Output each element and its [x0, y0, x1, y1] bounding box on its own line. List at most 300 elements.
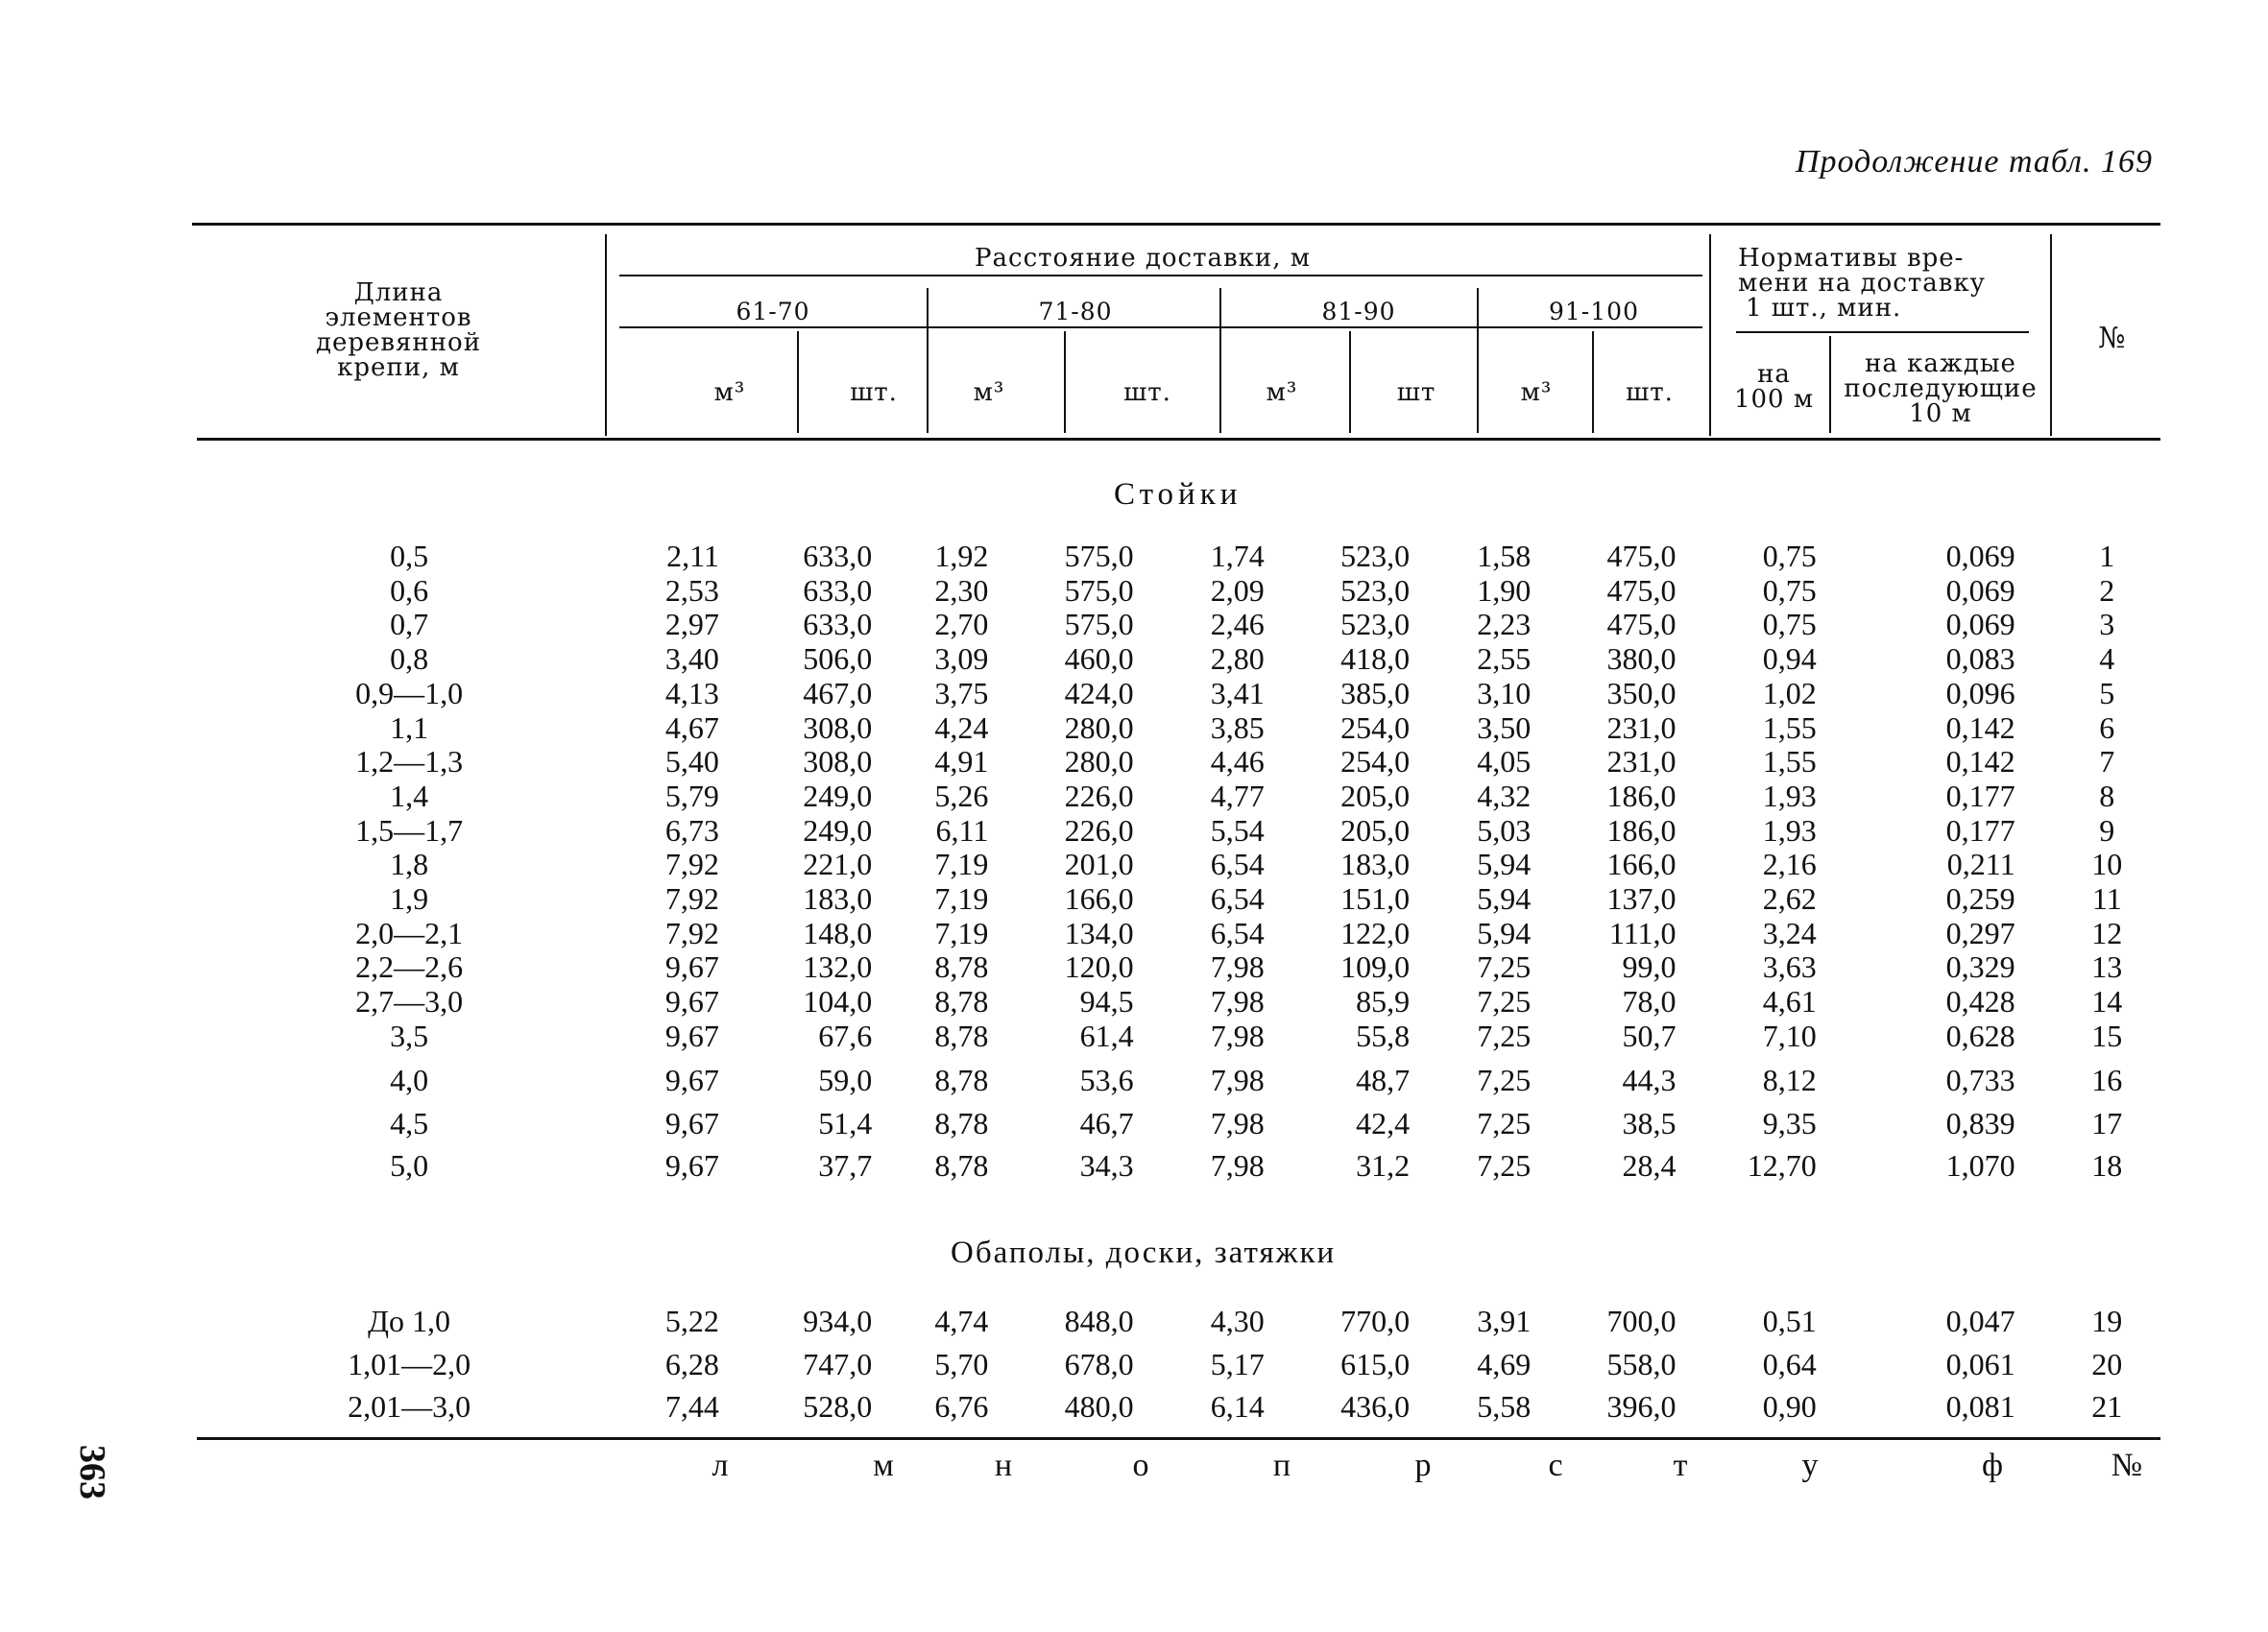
- cell-length: 3,5: [390, 1018, 429, 1053]
- cell-value: 1,55: [1762, 744, 1817, 780]
- header-divider: [1592, 331, 1594, 433]
- table-row: [288, 1385, 2160, 1428]
- cell-value: 2,55: [1477, 641, 1532, 677]
- cell-value: 0,51: [1762, 1304, 1817, 1338]
- cell-value: 7,98: [1210, 1063, 1265, 1097]
- cell-length: 1,01—2,0: [348, 1346, 471, 1381]
- cell-value: 28,4: [1622, 1148, 1677, 1183]
- cell-value: 1,070: [1945, 1148, 2015, 1183]
- table-row: [288, 711, 2160, 746]
- cell-value: 0,142: [1945, 744, 2015, 780]
- distance-underline: [619, 275, 1702, 276]
- cell-value: 5,79: [664, 778, 719, 813]
- cell-value: 53,6: [1079, 1063, 1134, 1097]
- cell-row-number: 12: [2091, 915, 2123, 950]
- cell-row-number: 16: [2091, 1063, 2123, 1097]
- cell-value: 226,0: [1064, 778, 1134, 813]
- cell-value: 0,733: [1945, 1063, 2015, 1097]
- cell-value: 9,67: [664, 1105, 719, 1140]
- cell-value: 7,25: [1477, 984, 1532, 1020]
- column-letter: т: [1673, 1448, 1688, 1483]
- cell-length: 2,0—2,1: [355, 915, 464, 950]
- cell-value: 249,0: [803, 778, 873, 813]
- section-title: Стойки: [1114, 477, 1243, 512]
- header-divider: [1829, 336, 1831, 433]
- cell-value: 59,0: [818, 1063, 873, 1097]
- cell-value: 1,92: [934, 539, 989, 573]
- cell-value: 0,083: [1945, 641, 2015, 677]
- cell-value: 385,0: [1340, 675, 1411, 710]
- cell-value: 1,74: [1210, 539, 1265, 573]
- cell-value: 9,67: [664, 1018, 719, 1053]
- cell-value: 183,0: [1340, 847, 1411, 882]
- cell-length: 0,6: [390, 572, 429, 608]
- cell-value: 460,0: [1064, 641, 1134, 677]
- cell-value: 5,54: [1210, 812, 1265, 848]
- cell-value: 120,0: [1064, 949, 1134, 985]
- cell-length: До 1,0: [368, 1304, 450, 1338]
- table-row: [288, 1102, 2160, 1145]
- cell-value: 280,0: [1064, 744, 1134, 780]
- cell-value: 7,98: [1210, 1018, 1265, 1053]
- cell-value: 104,0: [803, 984, 873, 1020]
- cell-value: 523,0: [1340, 572, 1411, 608]
- cell-value: 615,0: [1340, 1346, 1411, 1381]
- cell-value: 51,4: [818, 1105, 873, 1140]
- cell-value: 424,0: [1064, 675, 1134, 710]
- header-m3: м³: [973, 378, 1005, 407]
- cell-value: 0,096: [1945, 675, 2015, 710]
- cell-value: 1,90: [1477, 572, 1532, 608]
- cell-value: 700,0: [1606, 1304, 1677, 1338]
- cell-value: 280,0: [1064, 709, 1134, 745]
- cell-value: 31,2: [1356, 1148, 1411, 1183]
- cell-value: 7,98: [1210, 1105, 1265, 1140]
- cell-value: 9,35: [1762, 1105, 1817, 1140]
- cell-value: 0,069: [1945, 572, 2015, 608]
- cell-length: 1,4: [390, 778, 429, 813]
- cell-value: 6,54: [1210, 881, 1265, 917]
- cell-length: 4,0: [390, 1063, 429, 1097]
- cell-value: 558,0: [1606, 1346, 1677, 1381]
- cell-row-number: 1: [2099, 539, 2115, 573]
- cell-value: 44,3: [1622, 1063, 1677, 1097]
- cell-value: 0,839: [1945, 1105, 2015, 1140]
- header-divider: [797, 331, 799, 433]
- cell-row-number: 18: [2091, 1148, 2123, 1183]
- cell-value: 523,0: [1340, 539, 1411, 573]
- cell-value: 4,24: [934, 709, 989, 745]
- cell-row-number: 6: [2099, 709, 2115, 745]
- cell-value: 254,0: [1340, 709, 1411, 745]
- cell-value: 633,0: [803, 539, 873, 573]
- cell-value: 2,62: [1762, 881, 1817, 917]
- header-norms: Нормативы вре- мени на доставку 1 шт., мин.: [1738, 244, 1986, 323]
- column-letter: п: [1272, 1448, 1291, 1483]
- cell-row-number: 4: [2099, 641, 2115, 677]
- cell-value: 8,78: [934, 984, 989, 1020]
- cell-value: 0,047: [1945, 1304, 2015, 1338]
- cell-value: 1,55: [1762, 709, 1817, 745]
- cell-value: 2,46: [1210, 607, 1265, 642]
- cell-value: 148,0: [803, 915, 873, 950]
- column-letter: №: [2111, 1448, 2143, 1483]
- cell-value: 0,177: [1945, 778, 2015, 813]
- cell-value: 3,41: [1210, 675, 1265, 710]
- cell-value: 5,17: [1210, 1346, 1265, 1381]
- cell-value: 4,91: [934, 744, 989, 780]
- cell-value: 0,628: [1945, 1018, 2015, 1053]
- cell-length: 0,8: [390, 641, 429, 677]
- table-row: [288, 1343, 2160, 1386]
- cell-value: 528,0: [803, 1389, 873, 1424]
- table-row: [288, 882, 2160, 917]
- cell-row-number: 9: [2099, 812, 2115, 848]
- cell-value: 94,5: [1079, 984, 1134, 1020]
- table-row: [288, 848, 2160, 882]
- cell-value: 12,70: [1747, 1148, 1817, 1183]
- cell-value: 0,081: [1945, 1389, 2015, 1424]
- column-letter: м: [873, 1448, 894, 1483]
- cell-value: 166,0: [1064, 881, 1134, 917]
- cell-row-number: 8: [2099, 778, 2115, 813]
- cell-value: 436,0: [1340, 1389, 1411, 1424]
- header-top-rule: [192, 223, 2160, 226]
- cell-value: 6,28: [664, 1346, 719, 1381]
- cell-value: 55,8: [1356, 1018, 1411, 1053]
- cell-value: 3,50: [1477, 709, 1532, 745]
- page-number: 363: [72, 1445, 112, 1500]
- cell-value: 50,7: [1622, 1018, 1677, 1053]
- cell-value: 5,58: [1477, 1389, 1532, 1424]
- cell-value: 6,54: [1210, 847, 1265, 882]
- cell-value: 575,0: [1064, 607, 1134, 642]
- cell-row-number: 11: [2091, 881, 2122, 917]
- cell-length: 1,8: [390, 847, 429, 882]
- cell-value: 7,25: [1477, 1063, 1532, 1097]
- cell-row-number: 10: [2091, 847, 2123, 882]
- cell-value: 678,0: [1064, 1346, 1134, 1381]
- table-row: [288, 814, 2160, 849]
- table-row: [288, 608, 2160, 642]
- cell-value: 221,0: [803, 847, 873, 882]
- cell-value: 934,0: [803, 1304, 873, 1338]
- column-letter: у: [1801, 1448, 1819, 1483]
- cell-value: 1,58: [1477, 539, 1532, 573]
- table-row: [288, 1059, 2160, 1102]
- cell-value: 6,11: [935, 812, 989, 848]
- cell-value: 2,09: [1210, 572, 1265, 608]
- table-row: [288, 780, 2160, 814]
- header-row-number: №: [2098, 322, 2127, 355]
- header-divider: [1219, 288, 1221, 433]
- cell-value: 201,0: [1064, 847, 1134, 882]
- cell-row-number: 19: [2091, 1304, 2123, 1338]
- data-table-obapoly: [288, 1300, 2160, 1428]
- cell-row-number: 5: [2099, 675, 2115, 710]
- cell-value: 99,0: [1622, 949, 1677, 985]
- cell-value: 2,70: [934, 607, 989, 642]
- cell-value: 249,0: [803, 812, 873, 848]
- cell-length: 0,7: [390, 607, 429, 642]
- cell-value: 350,0: [1606, 675, 1677, 710]
- cell-value: 575,0: [1064, 539, 1134, 573]
- cell-value: 205,0: [1340, 778, 1411, 813]
- cell-value: 0,90: [1762, 1389, 1817, 1424]
- table-row: [288, 950, 2160, 985]
- cell-row-number: 14: [2091, 984, 2123, 1020]
- cell-value: 770,0: [1340, 1304, 1411, 1338]
- cell-value: 475,0: [1606, 572, 1677, 608]
- cell-value: 151,0: [1340, 881, 1411, 917]
- cell-value: 0,211: [1946, 847, 2015, 882]
- cell-value: 122,0: [1340, 915, 1411, 950]
- cell-length: 0,5: [390, 539, 429, 573]
- table-row: [288, 1144, 2160, 1188]
- cell-value: 226,0: [1064, 812, 1134, 848]
- cell-row-number: 20: [2091, 1346, 2123, 1381]
- header-range: 91-100: [1549, 298, 1639, 325]
- header-sht: шт: [1396, 378, 1436, 407]
- cell-value: 2,30: [934, 572, 989, 608]
- table-row: [288, 745, 2160, 780]
- cell-value: 7,44: [664, 1389, 719, 1424]
- cell-value: 4,13: [664, 675, 719, 710]
- cell-value: 5,40: [664, 744, 719, 780]
- cell-value: 183,0: [803, 881, 873, 917]
- cell-value: 1,02: [1762, 675, 1817, 710]
- cell-value: 0,259: [1945, 881, 2015, 917]
- cell-value: 0,142: [1945, 709, 2015, 745]
- cell-value: 475,0: [1606, 539, 1677, 573]
- cell-value: 506,0: [803, 641, 873, 677]
- header-divider: [1349, 331, 1351, 433]
- table-row: [288, 677, 2160, 711]
- cell-value: 380,0: [1606, 641, 1677, 677]
- cell-value: 480,0: [1064, 1389, 1134, 1424]
- header-length: Длина элементов деревянной крепи, м: [315, 278, 482, 382]
- cell-value: 9,67: [664, 984, 719, 1020]
- table-row: [288, 985, 2160, 1020]
- column-letter: н: [994, 1448, 1013, 1483]
- header-divider: [605, 234, 607, 436]
- cell-value: 85,9: [1356, 984, 1411, 1020]
- cell-row-number: 13: [2091, 949, 2123, 985]
- cell-value: 633,0: [803, 607, 873, 642]
- cell-value: 3,10: [1477, 675, 1532, 710]
- cell-value: 7,19: [934, 915, 989, 950]
- cell-value: 137,0: [1606, 881, 1677, 917]
- header-distance: Расстояние доставки, м: [975, 244, 1311, 273]
- cell-value: 7,98: [1210, 984, 1265, 1020]
- header-range: 61-70: [736, 298, 810, 325]
- header-divider: [1709, 234, 1711, 436]
- cell-value: 6,54: [1210, 915, 1265, 950]
- cell-value: 7,92: [664, 847, 719, 882]
- cell-value: 37,7: [818, 1148, 873, 1183]
- cell-value: 8,78: [934, 1018, 989, 1053]
- section-title: Обаполы, доски, затяжки: [951, 1236, 1337, 1270]
- cell-value: 7,19: [934, 881, 989, 917]
- cell-value: 2,23: [1477, 607, 1532, 642]
- cell-value: 34,3: [1079, 1148, 1134, 1183]
- column-letter: л: [712, 1448, 729, 1483]
- cell-value: 7,19: [934, 847, 989, 882]
- cell-value: 396,0: [1606, 1389, 1677, 1424]
- cell-value: 2,11: [666, 539, 719, 573]
- cell-value: 5,94: [1477, 915, 1532, 950]
- cell-value: 67,6: [818, 1018, 873, 1053]
- column-letter: с: [1548, 1448, 1563, 1483]
- cell-value: 6,73: [664, 812, 719, 848]
- cell-length: 5,0: [390, 1148, 429, 1183]
- cell-value: 7,92: [664, 881, 719, 917]
- cell-value: 3,09: [934, 641, 989, 677]
- cell-length: 4,5: [390, 1105, 429, 1140]
- cell-length: 0,9—1,0: [355, 675, 464, 710]
- cell-value: 186,0: [1606, 778, 1677, 813]
- cell-value: 848,0: [1064, 1304, 1134, 1338]
- header-sht: шт.: [850, 378, 898, 407]
- cell-value: 0,428: [1945, 984, 2015, 1020]
- cell-value: 132,0: [803, 949, 873, 985]
- cell-value: 0,75: [1762, 607, 1817, 642]
- cell-value: 5,94: [1477, 847, 1532, 882]
- cell-value: 0,177: [1945, 812, 2015, 848]
- cell-value: 4,46: [1210, 744, 1265, 780]
- cell-value: 8,78: [934, 949, 989, 985]
- cell-value: 38,5: [1622, 1105, 1677, 1140]
- cell-row-number: 7: [2099, 744, 2115, 780]
- header-m3: м³: [713, 378, 746, 407]
- cell-value: 4,77: [1210, 778, 1265, 813]
- table-row: [288, 540, 2160, 574]
- cell-value: 2,97: [664, 607, 719, 642]
- cell-value: 2,16: [1762, 847, 1817, 882]
- cell-value: 109,0: [1340, 949, 1411, 985]
- cell-value: 8,78: [934, 1105, 989, 1140]
- cell-value: 48,7: [1356, 1063, 1411, 1097]
- cell-value: 523,0: [1340, 607, 1411, 642]
- cell-value: 4,74: [934, 1304, 989, 1338]
- cell-value: 7,92: [664, 915, 719, 950]
- cell-value: 7,25: [1477, 1018, 1532, 1053]
- cell-value: 5,70: [934, 1346, 989, 1381]
- table-row: [288, 1020, 2160, 1054]
- cell-length: 1,5—1,7: [355, 812, 464, 848]
- cell-value: 3,85: [1210, 709, 1265, 745]
- cell-value: 4,32: [1477, 778, 1532, 813]
- cell-value: 3,40: [664, 641, 719, 677]
- cell-value: 4,30: [1210, 1304, 1265, 1338]
- cell-value: 78,0: [1622, 984, 1677, 1020]
- ranges-underline: [619, 326, 1702, 328]
- header-range: 81-90: [1321, 298, 1396, 325]
- cell-value: 166,0: [1606, 847, 1677, 882]
- cell-row-number: 17: [2091, 1105, 2123, 1140]
- cell-length: 1,1: [390, 709, 429, 745]
- cell-length: 1,9: [390, 881, 429, 917]
- header-m3: м³: [1266, 378, 1298, 407]
- cell-value: 5,26: [934, 778, 989, 813]
- cell-value: 6,14: [1210, 1389, 1265, 1424]
- cell-value: 0,061: [1945, 1346, 2015, 1381]
- cell-value: 61,4: [1079, 1018, 1134, 1053]
- cell-value: 0,75: [1762, 572, 1817, 608]
- cell-value: 7,10: [1762, 1018, 1817, 1053]
- cell-value: 5,22: [664, 1304, 719, 1338]
- cell-value: 205,0: [1340, 812, 1411, 848]
- cell-length: 2,2—2,6: [355, 949, 464, 985]
- header-m3: м³: [1520, 378, 1553, 407]
- cell-value: 7,25: [1477, 949, 1532, 985]
- table-continuation-caption: Продолжение табл. 169: [1795, 144, 2153, 180]
- cell-value: 3,63: [1762, 949, 1817, 985]
- cell-value: 575,0: [1064, 572, 1134, 608]
- cell-value: 0,94: [1762, 641, 1817, 677]
- cell-value: 9,67: [664, 1148, 719, 1183]
- cell-value: 7,25: [1477, 1148, 1532, 1183]
- header-sht: шт.: [1626, 378, 1674, 407]
- norms-underline: [1736, 331, 2029, 333]
- cell-value: 4,61: [1762, 984, 1817, 1020]
- cell-value: 418,0: [1340, 641, 1411, 677]
- cell-value: 308,0: [803, 744, 873, 780]
- cell-value: 6,76: [934, 1389, 989, 1424]
- cell-length: 2,7—3,0: [355, 984, 464, 1020]
- cell-row-number: 15: [2091, 1018, 2123, 1053]
- cell-value: 7,98: [1210, 949, 1265, 985]
- cell-value: 467,0: [803, 675, 873, 710]
- table-bottom-rule: [197, 1437, 2160, 1440]
- header-per-100m: на 100 м: [1733, 360, 1815, 414]
- cell-value: 9,67: [664, 949, 719, 985]
- data-table-stoiki-tall: [288, 1059, 2160, 1188]
- cell-value: 111,0: [1608, 915, 1677, 950]
- cell-value: 7,98: [1210, 1148, 1265, 1183]
- header-divider: [1064, 331, 1066, 433]
- cell-value: 0,329: [1945, 949, 2015, 985]
- cell-value: 1,93: [1762, 778, 1817, 813]
- cell-value: 0,297: [1945, 915, 2015, 950]
- cell-value: 5,03: [1477, 812, 1532, 848]
- cell-value: 8,12: [1762, 1063, 1817, 1097]
- cell-value: 4,05: [1477, 744, 1532, 780]
- cell-length: 2,01—3,0: [348, 1389, 471, 1424]
- cell-value: 1,93: [1762, 812, 1817, 848]
- cell-value: 4,67: [664, 709, 719, 745]
- cell-value: 5,94: [1477, 881, 1532, 917]
- cell-value: 186,0: [1606, 812, 1677, 848]
- column-letter: о: [1132, 1448, 1149, 1483]
- cell-value: 134,0: [1064, 915, 1134, 950]
- header-range: 71-80: [1038, 298, 1113, 325]
- data-table-stoiki: [288, 540, 2160, 1054]
- cell-length: 1,2—1,3: [355, 744, 464, 780]
- header-per-each-10m: на каждые последующие 10 м: [1844, 349, 2038, 428]
- cell-value: 0,069: [1945, 607, 2015, 642]
- cell-value: 2,53: [664, 572, 719, 608]
- cell-value: 3,91: [1477, 1304, 1532, 1338]
- cell-value: 308,0: [803, 709, 873, 745]
- cell-row-number: 21: [2091, 1389, 2123, 1424]
- cell-value: 747,0: [803, 1346, 873, 1381]
- cell-value: 3,24: [1762, 915, 1817, 950]
- cell-value: 7,25: [1477, 1105, 1532, 1140]
- cell-value: 9,67: [664, 1063, 719, 1097]
- cell-value: 0,069: [1945, 539, 2015, 573]
- cell-value: 8,78: [934, 1148, 989, 1183]
